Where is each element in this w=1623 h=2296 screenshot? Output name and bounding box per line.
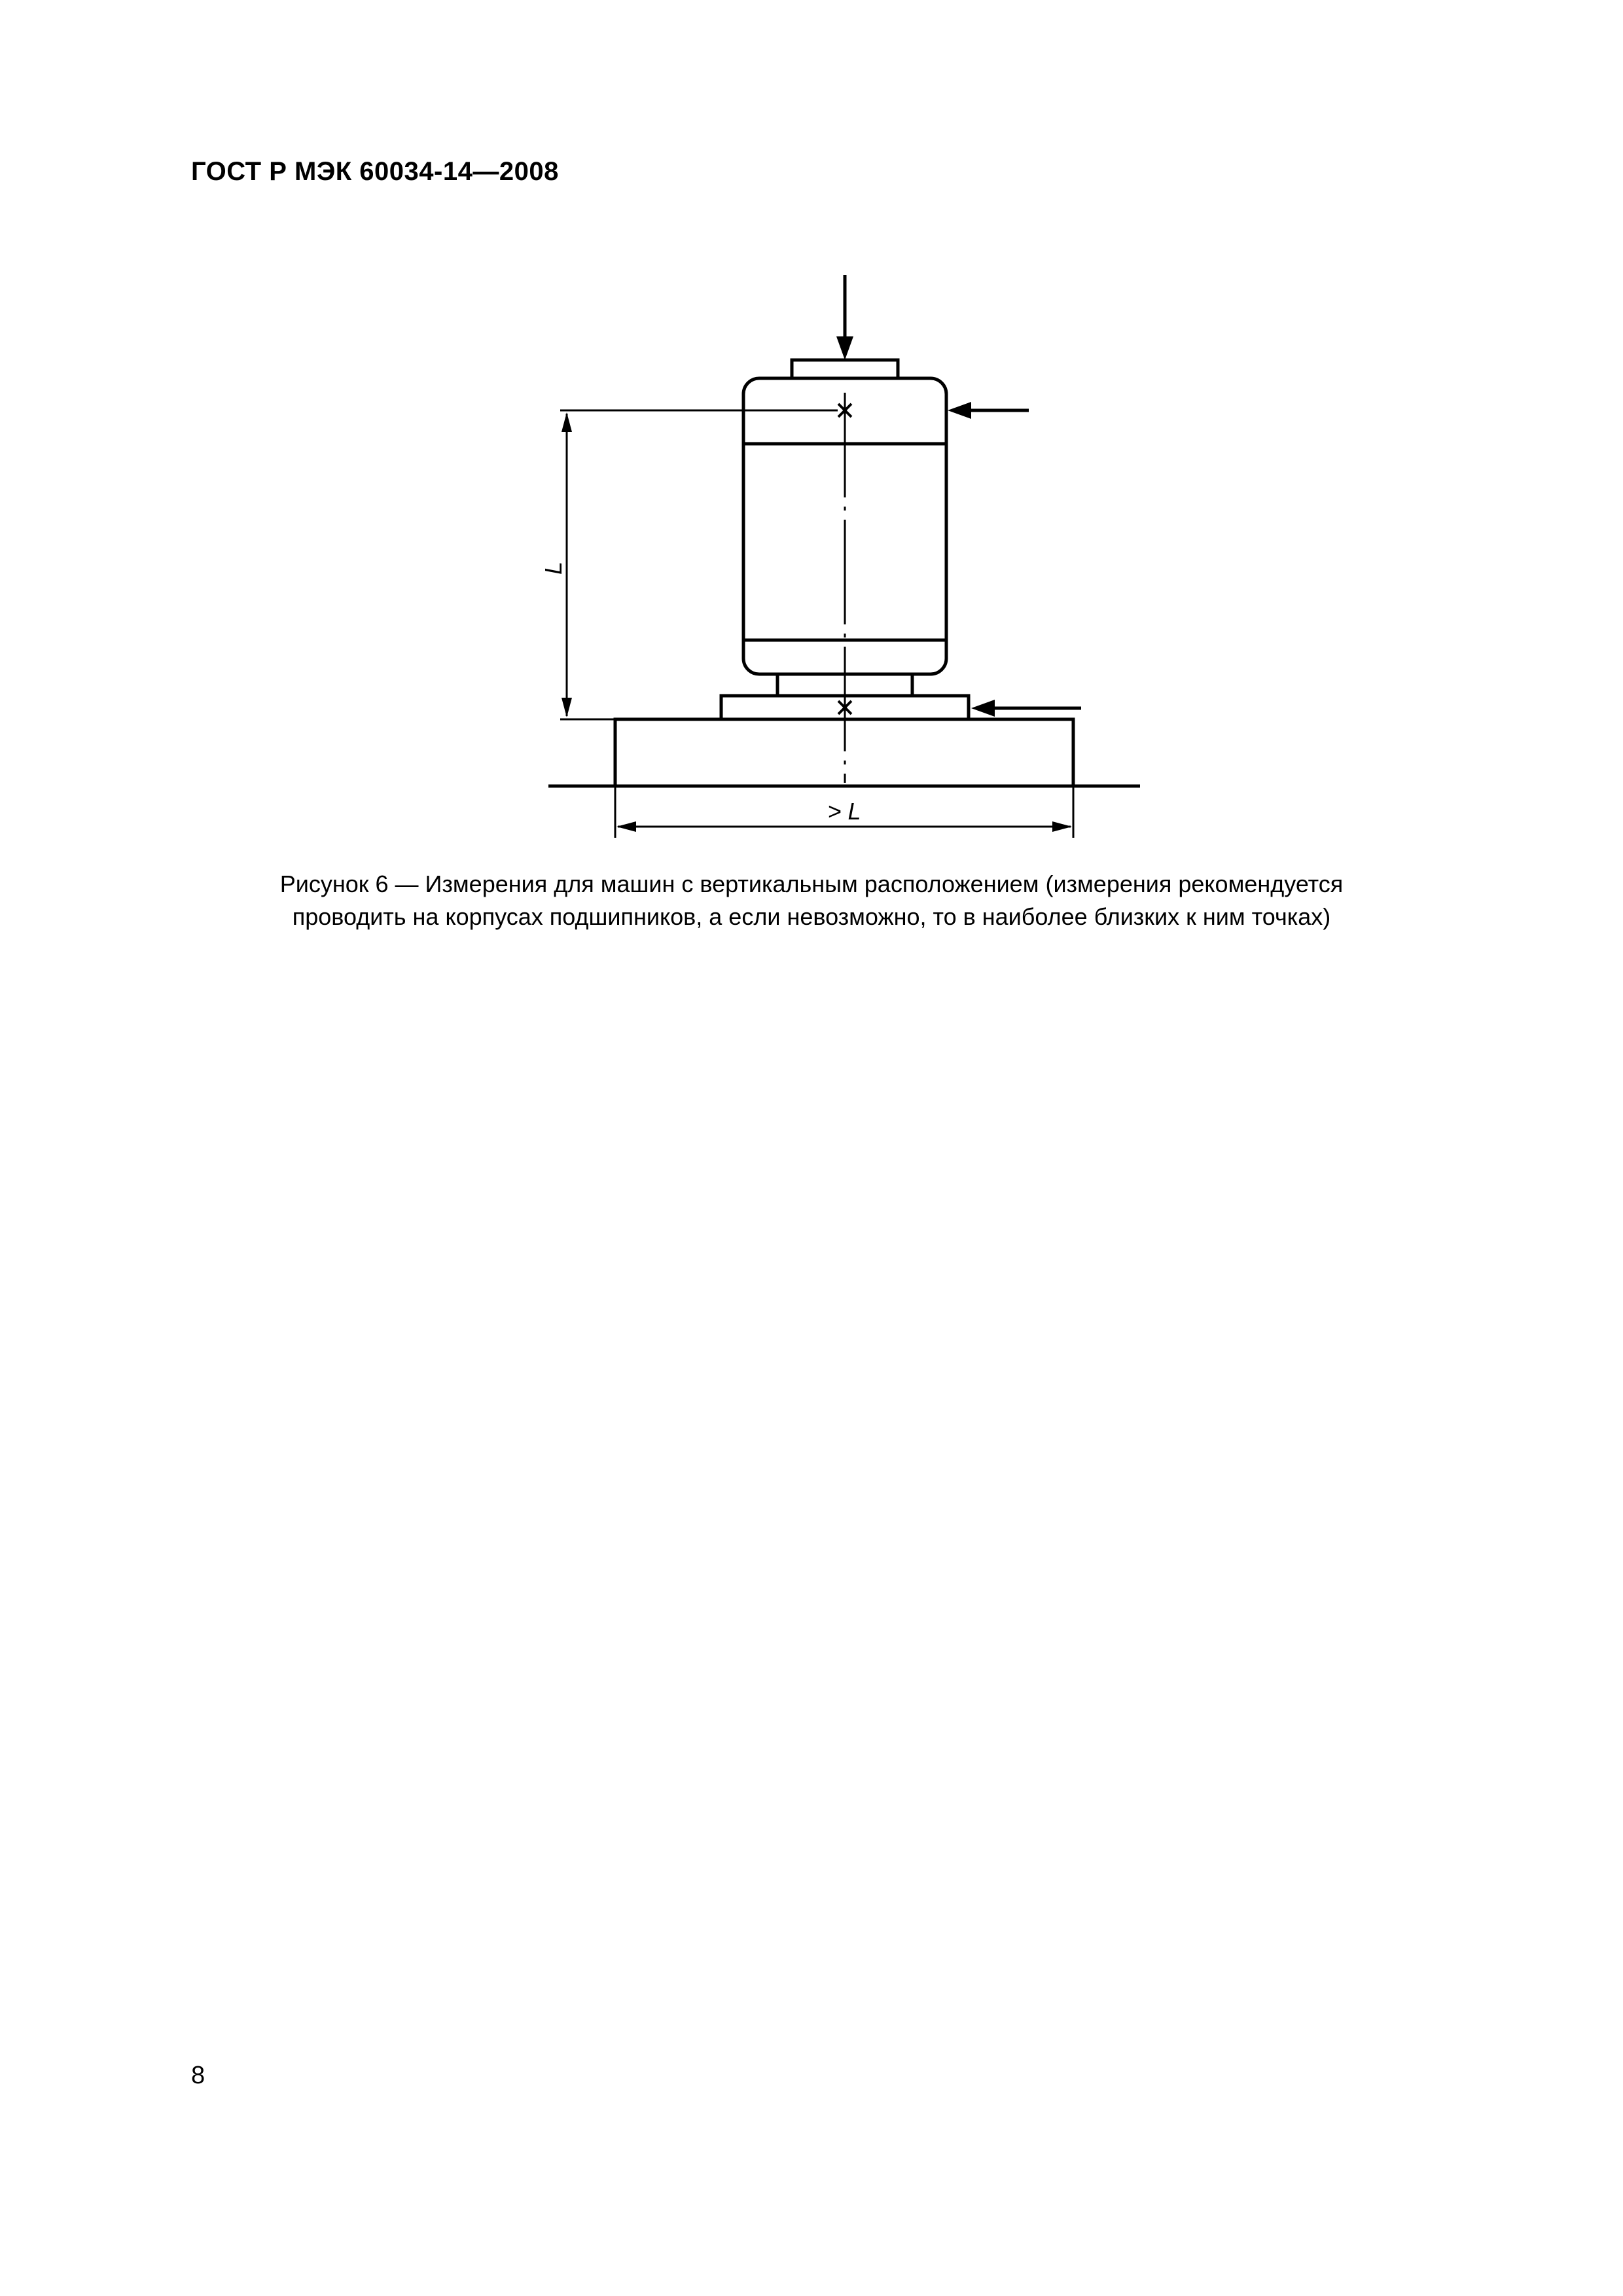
dimension-base-label: > L [827, 798, 861, 825]
page-number: 8 [191, 2062, 205, 2089]
axial-measurement-arrow [836, 275, 853, 360]
document-header: ГОСТ Р МЭК 60034-14—2008 [191, 157, 559, 186]
lower-radial-arrow [971, 700, 1081, 717]
figure-caption [196, 868, 1427, 933]
figure-vertical-machine-diagram [0, 0, 1623, 864]
base-width-dimension [615, 786, 1073, 838]
upper-radial-arrow [948, 402, 1029, 419]
dimension-height-label: L [540, 561, 567, 575]
caption-line-1: Рисунок 6 — Измерения для машин с вертикальным расположением (измерения рекомендуется [279, 870, 1344, 897]
upper-bearing-housing [792, 360, 898, 378]
caption-line-2: проводить на корпусах подшипников, а если невозможно, то в наиболее близких к ним точках) [292, 903, 1331, 930]
